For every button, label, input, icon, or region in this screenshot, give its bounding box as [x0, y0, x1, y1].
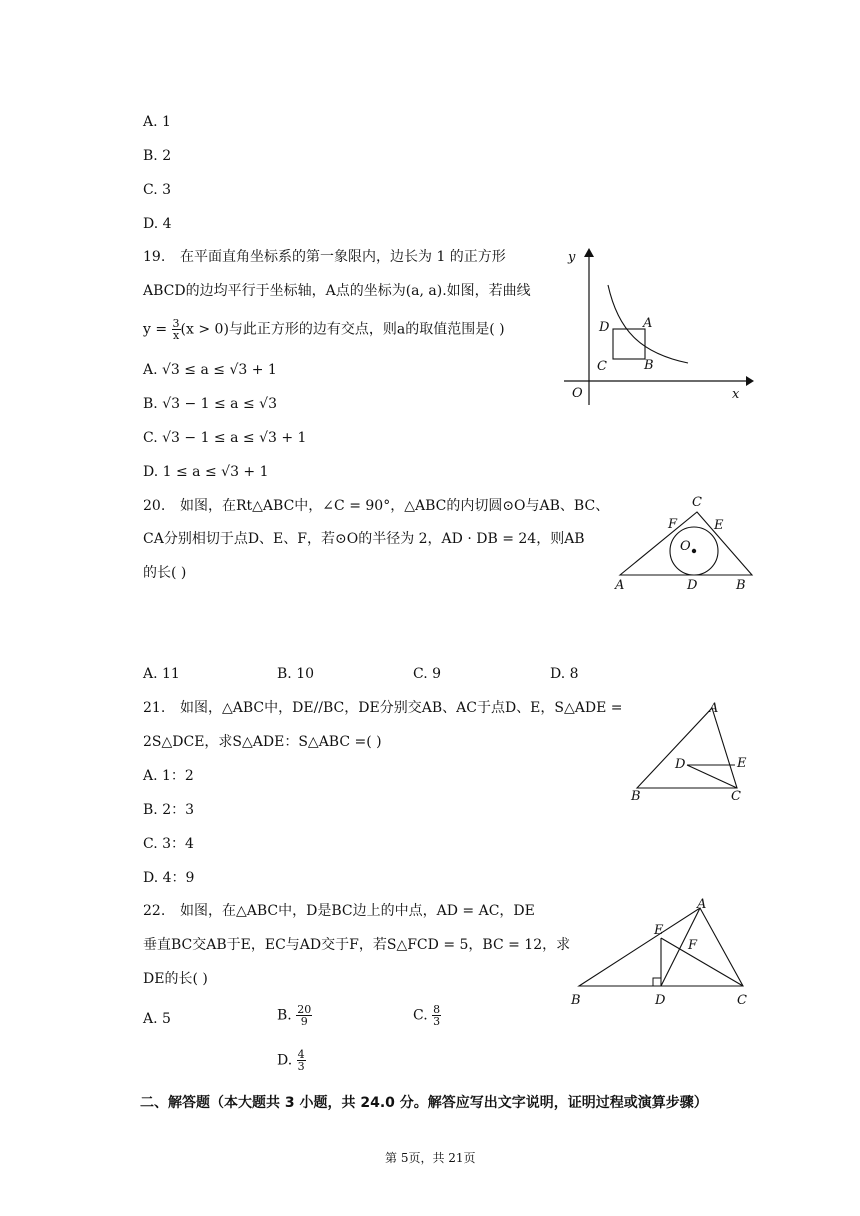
q22-option-c: [413, 1004, 441, 1027]
q22-line2: 垂直BC交AB于E，EC与AD交于F，若S△FCD = 5，BC = 12，求: [143, 937, 571, 953]
q20-line1: 如图，在Rt△ABC中，∠C = 90°，△ABC的内切圆⊙O与AB、BC、: [180, 498, 610, 514]
q22-option-b-den: 9: [300, 1015, 308, 1028]
q20-label-f: F: [668, 517, 678, 532]
q21-label-e: E: [737, 756, 747, 771]
q21-option-a: A. 1：2: [143, 768, 194, 784]
q22-label-e: E: [654, 923, 664, 938]
q22-figure: [565, 898, 765, 1018]
q20-figure: [610, 492, 770, 592]
q20-label-d: D: [687, 578, 698, 593]
q21-triangle: [637, 708, 737, 788]
q20-label-b: B: [736, 578, 746, 593]
q19-label-a: A: [643, 316, 653, 331]
page-footer: 第 5页，共 21页: [385, 1151, 476, 1165]
q19-eq-suffix: (x > 0)与此正方形的边有交点，则a的取值范围是( ): [180, 321, 505, 338]
q22-label-a: A: [697, 897, 707, 912]
q22-option-d-num: 4: [297, 1048, 305, 1061]
q22-option-b-letter: B.: [277, 1007, 292, 1024]
q22-label-c: C: [737, 993, 747, 1008]
q20-line2: CA分别相切于点D、E、F，若⊙O的半径为 2，AD · DB = 24，则AB: [143, 531, 585, 547]
q19-label-y: y: [568, 250, 576, 265]
q21-figure: [625, 696, 775, 806]
q21-line1: 如图，△ABC中，DE//BC，DE分别交AB、AC于点D、E，S△ADE =: [180, 700, 623, 716]
q22-option-d-letter: D.: [277, 1052, 293, 1069]
q22-option-d-den: 3: [297, 1060, 305, 1073]
q21-line2: 2S△DCE，求S△ADE：S△ABC =( ): [143, 734, 382, 750]
q22-option-d-fraction: [297, 1049, 306, 1072]
q21-option-d: D. 4：9: [143, 870, 195, 886]
q22-option-c-num: 8: [433, 1003, 441, 1016]
q18-option-a: A. 1: [143, 114, 171, 130]
q19-label-d: D: [599, 320, 610, 335]
q19-line2: ABCD的边均平行于坐标轴，A点的坐标为(a, a).如图，若曲线: [143, 283, 531, 299]
q19-number: 19.: [143, 249, 166, 265]
q21-label-a: A: [709, 701, 719, 716]
q20-option-d: D. 8: [550, 666, 579, 682]
q22-option-b-fraction: [296, 1004, 312, 1027]
q22-option-c-letter: C.: [413, 1007, 428, 1024]
q18-option-b: B. 2: [143, 148, 172, 164]
q19-x-arrow: [746, 376, 754, 386]
q21-segment-dc: [687, 765, 737, 788]
q19-frac-num: 3: [172, 317, 180, 330]
q19-line3: [143, 318, 505, 341]
q19-option-d: D. 1 ≤ a ≤ √3 + 1: [143, 464, 269, 480]
q19-line1: 在平面直角坐标系的第一象限内，边长为 1 的正方形: [180, 249, 506, 265]
q22-label-b: B: [571, 993, 581, 1008]
q20-label-c: C: [692, 495, 702, 510]
q22-right-angle-mark: [653, 978, 661, 986]
q22-option-a: A. 5: [143, 1011, 171, 1027]
q22-option-d: [277, 1049, 306, 1072]
q19-label-c: C: [597, 359, 607, 374]
q20-option-a: A. 11: [143, 666, 180, 682]
q19-eq-prefix: y =: [143, 321, 172, 338]
q20-option-b: B. 10: [277, 666, 315, 682]
q19-option-b: B. √3 − 1 ≤ a ≤ √3: [143, 396, 277, 412]
q22-number: 22.: [143, 903, 166, 919]
q19-option-a: A. √3 ≤ a ≤ √3 + 1: [143, 362, 277, 378]
q21-label-d: D: [675, 757, 686, 772]
q20-center-dot: [692, 549, 696, 553]
q19-option-c: C. √3 − 1 ≤ a ≤ √3 + 1: [143, 430, 307, 446]
q18-option-d: D. 4: [143, 216, 172, 232]
q20-option-c: C. 9: [413, 666, 442, 682]
q19-label-o: O: [572, 386, 583, 401]
q22-label-f: F: [688, 938, 698, 953]
q19-figure: [560, 245, 760, 405]
q22-line1: 如图，在△ABC中，D是BC边上的中点，AD = AC，DE: [180, 903, 535, 919]
q21-option-c: C. 3：4: [143, 836, 194, 852]
q21-number: 21.: [143, 700, 166, 716]
q20-number: 20.: [143, 498, 166, 514]
q22-label-d: D: [655, 993, 666, 1008]
q18-option-c: C. 3: [143, 182, 172, 198]
q22-option-b: [277, 1004, 312, 1027]
q22-line3: DE的长( ): [143, 971, 208, 987]
q20-line3: 的长( ): [143, 565, 187, 581]
q19-label-b: B: [644, 358, 654, 373]
q20-label-o: O: [680, 539, 691, 554]
q20-label-a: A: [615, 578, 625, 593]
section-heading: 二、解答题（本大题共 3 小题，共 24.0 分。解答应写出文字说明，证明过程或演算步骤）: [140, 1095, 708, 1111]
q19-square: [613, 329, 645, 359]
q21-label-c: C: [731, 789, 741, 804]
q22-option-c-den: 3: [433, 1015, 441, 1028]
q19-label-x: x: [732, 387, 740, 402]
q21-label-b: B: [631, 789, 641, 804]
q19-y-arrow: [584, 248, 594, 257]
q21-option-b: B. 2：3: [143, 802, 195, 818]
q19-frac-den: x: [172, 329, 180, 342]
q22-option-c-fraction: [432, 1004, 441, 1027]
q19-fraction: [172, 318, 181, 341]
q20-label-e: E: [714, 518, 724, 533]
q22-option-b-num: 20: [297, 1003, 312, 1016]
